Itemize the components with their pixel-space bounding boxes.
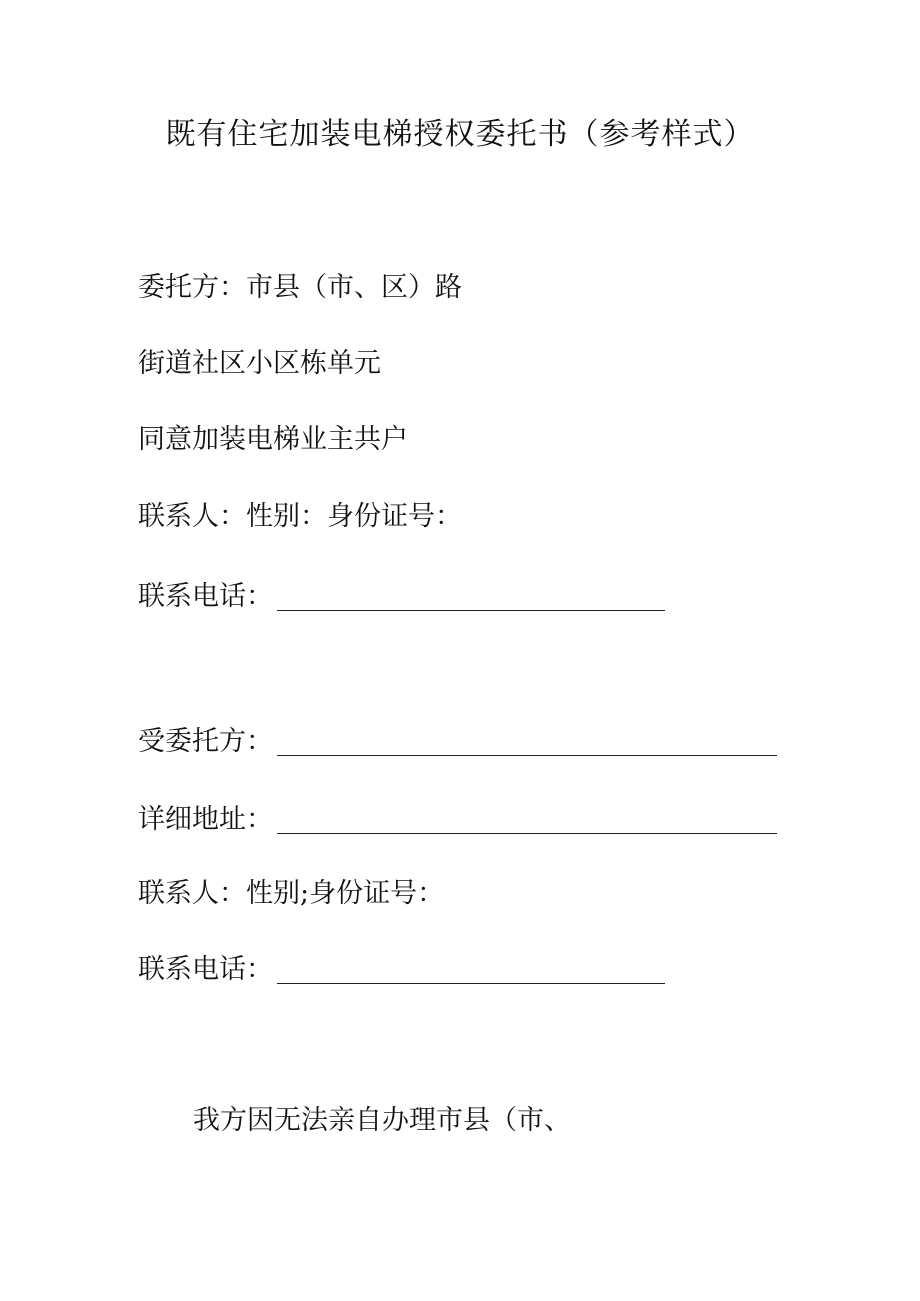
agent-name-label: 受委托方： <box>138 726 273 757</box>
principal-contact-text: 联系人：性别：身份证号： <box>138 501 462 532</box>
principal-phone-row <box>138 577 665 617</box>
principal-line-4 <box>138 497 462 537</box>
principal-line-3 <box>138 420 408 460</box>
agent-name-row <box>138 722 777 762</box>
agent-address-blank <box>277 809 777 834</box>
principal-phone-label: 联系电话： <box>138 581 273 612</box>
agent-name-blank <box>277 731 777 756</box>
principal-households-text: 同意加装电梯业主共户 <box>138 424 408 455</box>
agent-contact-text: 联系人：性别;身份证号： <box>138 878 445 909</box>
document-title: 既有住宅加装电梯授权委托书（参考样式） <box>165 117 755 152</box>
agent-address-label: 详细地址： <box>138 804 273 835</box>
principal-address-text: 委托方：市县（市、区）路 <box>138 272 462 303</box>
body-text: 我方因无法亲自办理市县（市、 <box>193 1105 571 1136</box>
principal-unit-text: 街道社区小区栋单元 <box>138 348 381 379</box>
principal-line-1 <box>138 268 462 308</box>
agent-phone-row <box>138 950 665 990</box>
agent-contact-row <box>138 874 444 914</box>
agent-address-row <box>138 800 777 840</box>
body-paragraph-start <box>193 1101 571 1141</box>
agent-phone-label: 联系电话： <box>138 954 273 985</box>
principal-phone-blank <box>277 586 665 611</box>
principal-line-2 <box>138 344 381 384</box>
agent-phone-blank <box>277 959 665 984</box>
